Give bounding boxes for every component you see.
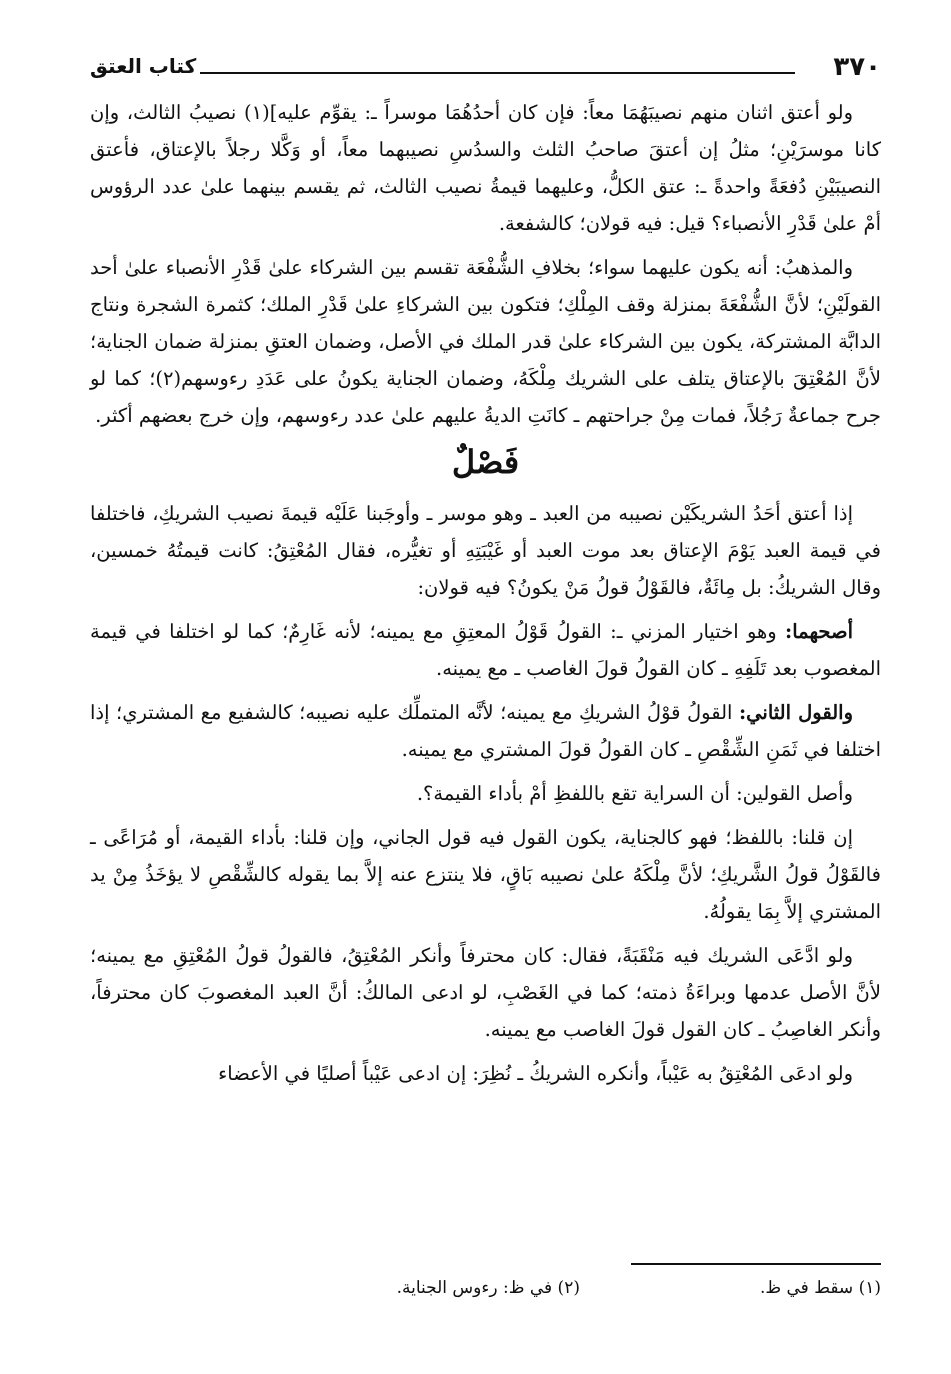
book-page — [90, 50, 881, 1334]
footnotes — [90, 1278, 881, 1298]
paragraph-text: إذا أعتق أحَدُ الشريكَيْن نصيبه من العبد ـ وهو موسر ـ وأوجَبنا عَلَيْه قيمةَ نصيب الشريكِ، فاختلفا في قيمة العبد يَوْمَ الإعتاق بعد موت العبد أو غَيْبَتِهِ أو تغيُّره، فقال المُعْتِقُ: كانت قيمتُهُ خمسين، وقال الشريكُ: بل مِائَةٌ، فالقَوْلُ قولُ مَنْ يكونُ؟ فيه قولان: — [90, 502, 881, 599]
paragraph-text: وهو اختيار المزني ـ: القولُ قَوْلُ المعتِقِ مع يمينه؛ لأنه غَارِمٌ؛ كما لو اختلفا في قيمة المغصوب بعد تَلَفِهِ ـ كان القولُ قولَ الغاصب ـ مع يمينه. — [90, 620, 881, 680]
paragraph — [90, 94, 881, 242]
page-number: ٣٧٠ — [833, 52, 881, 82]
paragraph-text: وأصل القولين: أن السراية تقع باللفظِ أمْ بأداء القيمة؟. — [416, 782, 853, 805]
paragraph-text: القولُ قوْلُ الشريكِ مع يمينه؛ لأنَّه المتملِّك عليه نصيبه؛ كالشفيع مع المشتري؛ إذا اختلفا في ثَمَنِ الشِّقْصِ ـ كان القولُ قولَ المشتري مع يمينه. — [90, 701, 881, 761]
header-rule — [200, 72, 795, 74]
paragraph — [90, 495, 881, 606]
paragraph-text: ولو ادعَى المُعْتِقُ به عَيْباً، وأنكره الشريكُ ـ نُظِرَ: إن ادعى عَيْباً أصليًا في الأعضاء — [218, 1062, 853, 1085]
paragraph-text: إن قلنا: باللفظ؛ فهو كالجناية، يكون القول فيه قول الجاني، وإن قلنا: بأداء القيمة، أو مُرَاعًى ـ فالقَوْلُ قولُ الشَّريكِ؛ لأنَّ مِلْكَهُ علىٰ نصيبه بَاقٍ، فلا ينتزع عنه إلاَّ بما يقوله كالشِّقْصِ لا يؤخَذُ مِنْ يد المشتري إلاَّ بِمَا يقولُهُ. — [90, 826, 881, 923]
section-heading: فَصْلٌ — [451, 443, 520, 481]
paragraph — [90, 249, 881, 434]
footnote: (١) سقط في ظ. — [759, 1278, 881, 1298]
paragraph — [90, 819, 881, 930]
paragraph-text: والمذهبُ: أنه يكون عليهما سواء؛ بخلافِ الشُّفْعَة تقسم بين الشركاء علىٰ قَدْرِ الأنصباء علىٰ أحد القولَيْنِ؛ لأنَّ الشُّفْعَةَ بمنزلة وقف المِلْكِ؛ فتكون بين الشركاءِ علىٰ قَدْرِ الملك؛ كثمرة الشجرة ونتاج الدابَّة المشتركة، يكون بين الشركاء علىٰ قدر الملك في الأصل، وضمان العتقِ بمنزلة ضمان الجناية؛ لأنَّ المُعْتِقَ بالإعتاق يتلف على الشريك مِلْكَهُ، وضمان الجناية يكونُ على عَدَدِ رءوسهم(٢)؛ كما لو جرح جماعةٌ رَجُلاً، فمات مِنْ جراحتهم ـ كانَتِ الديةُ عليهم علىٰ عدد رءوسهم، وإن خرج بعضهم أكثر. — [90, 256, 882, 427]
paragraph-text: ولو أعتق اثنان منهم نصيبَهُمَا معاً: فإن كان أحدُهُمَا موسراً ـ: يقوِّم عليه](١) نصيبُ الثالث، وإن كانا موسرَيْنِ؛ مثلُ إن أعتقَ صاحبُ الثلث والسدُسِ نصيبهما معاً، أو وَكَّلا رجلاً بالإعتاق، فأعتق النصيبَيْنِ دُفعَةً واحدةً ـ: عتق الكلُّ، وعليهما قيمةُ نصيب الثالث، ثم يقسم بينهما علىٰ عدد الرؤوس أمْ علىٰ قَدْرِ الأنصباء؟ قيل: فيه قولان؛ كالشفعة. — [90, 101, 881, 235]
paragraph — [90, 937, 881, 1048]
paragraph-lead: أصحهما: — [785, 620, 853, 643]
paragraph-text: ولو ادَّعَى الشريك فيه مَنْقَبَةً، فقال: كان محترفاً وأنكر المُعْتِقُ، فالقولُ قولُ المُعْتِقِ مع يمينه؛ لأنَّ الأصل عدمها وبراءَةُ ذمته؛ كما في الغَصْبِ، لو ادعى المالكُ: أنَّ العبد المغصوبَ كان محترفاً، وأنكر الغاصِبُ ـ كان القول قولَ الغاصب مع يمينه. — [90, 944, 881, 1041]
main-text — [90, 94, 881, 1092]
paragraph — [90, 613, 881, 687]
running-title: كتاب العتق — [90, 54, 197, 78]
page-header — [90, 50, 881, 94]
paragraph-lead: والقول الثاني: — [738, 701, 853, 724]
footnote: (٢) في ظ: رءوس الجناية. — [396, 1278, 580, 1298]
paragraph — [90, 694, 881, 768]
paragraph — [90, 775, 881, 812]
paragraph — [90, 1055, 881, 1092]
footnote-rule — [631, 1263, 881, 1265]
